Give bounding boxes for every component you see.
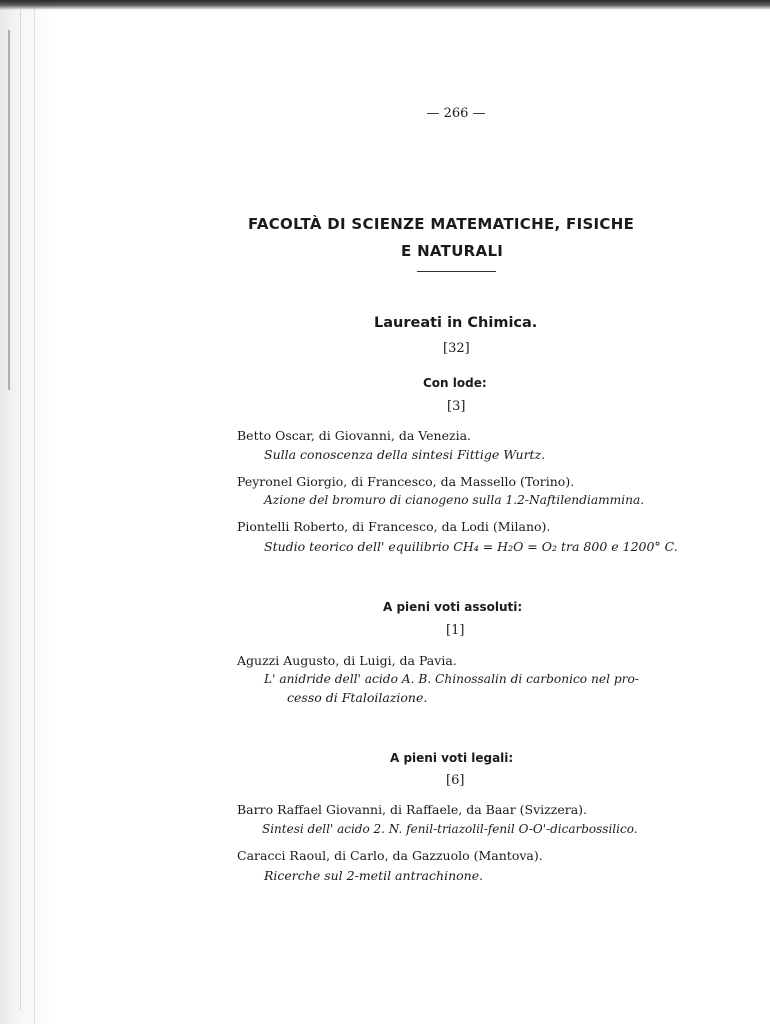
group-count-con-lode: [3]	[447, 399, 466, 414]
thesis-title: L' anidride dell' acido A. B. Chinossalin di carbonico nel pro-	[264, 672, 639, 686]
faculty-title-line-1: FACOLTÀ DI SCIENZE MATEMATICHE, FISICHE	[248, 215, 635, 233]
thesis-title-continued: cesso di Ftaloilazione.	[287, 690, 428, 705]
graduate-name: Barro Raffael Giovanni, di Raffaele, da Baar (Svizzera).	[237, 802, 588, 817]
graduate-name: Aguzzi Augusto, di Luigi, da Pavia.	[237, 653, 457, 668]
group-heading-legali: A pieni voti legali:	[390, 751, 514, 765]
page-number: — 266 —	[426, 106, 486, 121]
title-divider	[417, 271, 496, 272]
thesis-title: Studio teorico dell' equilibrio CH₄ = H₂O = O₂ tra 800 e 1200° C.	[264, 539, 678, 554]
graduate-name: Peyronel Giorgio, di Francesco, da Massello (Torino).	[237, 474, 575, 489]
thesis-title: Ricerche sul 2-metil antrachinone.	[264, 868, 484, 883]
faculty-title-line-2: E NATURALI	[401, 242, 504, 260]
graduate-name: Betto Oscar, di Giovanni, da Venezia.	[237, 428, 471, 443]
group-count-assoluti: [1]	[446, 623, 465, 638]
scan-top-edge	[0, 0, 770, 10]
graduate-name: Piontelli Roberto, di Francesco, da Lodi (Milano).	[237, 519, 551, 534]
group-heading-assoluti: A pieni voti assoluti:	[383, 600, 523, 614]
section-count: [32]	[443, 341, 470, 356]
thesis-title: Azione del bromuro di cianogeno sulla 1.2-Naftilendiammina.	[264, 493, 645, 507]
graduate-name: Caracci Raoul, di Carlo, da Gazzuolo (Mantova).	[237, 848, 543, 863]
group-count-legali: [6]	[446, 773, 465, 788]
thesis-title: Sintesi dell' acido 2. N. fenil-triazolil-fenil O-O'-dicarbossilico.	[262, 822, 638, 836]
thesis-title: Sulla conoscenza della sintesi Fittige Wurtz.	[264, 447, 546, 462]
group-heading-con-lode: Con lode:	[423, 376, 487, 390]
page-binding-edge	[0, 0, 58, 1024]
section-title: Laureati in Chimica.	[374, 315, 538, 331]
